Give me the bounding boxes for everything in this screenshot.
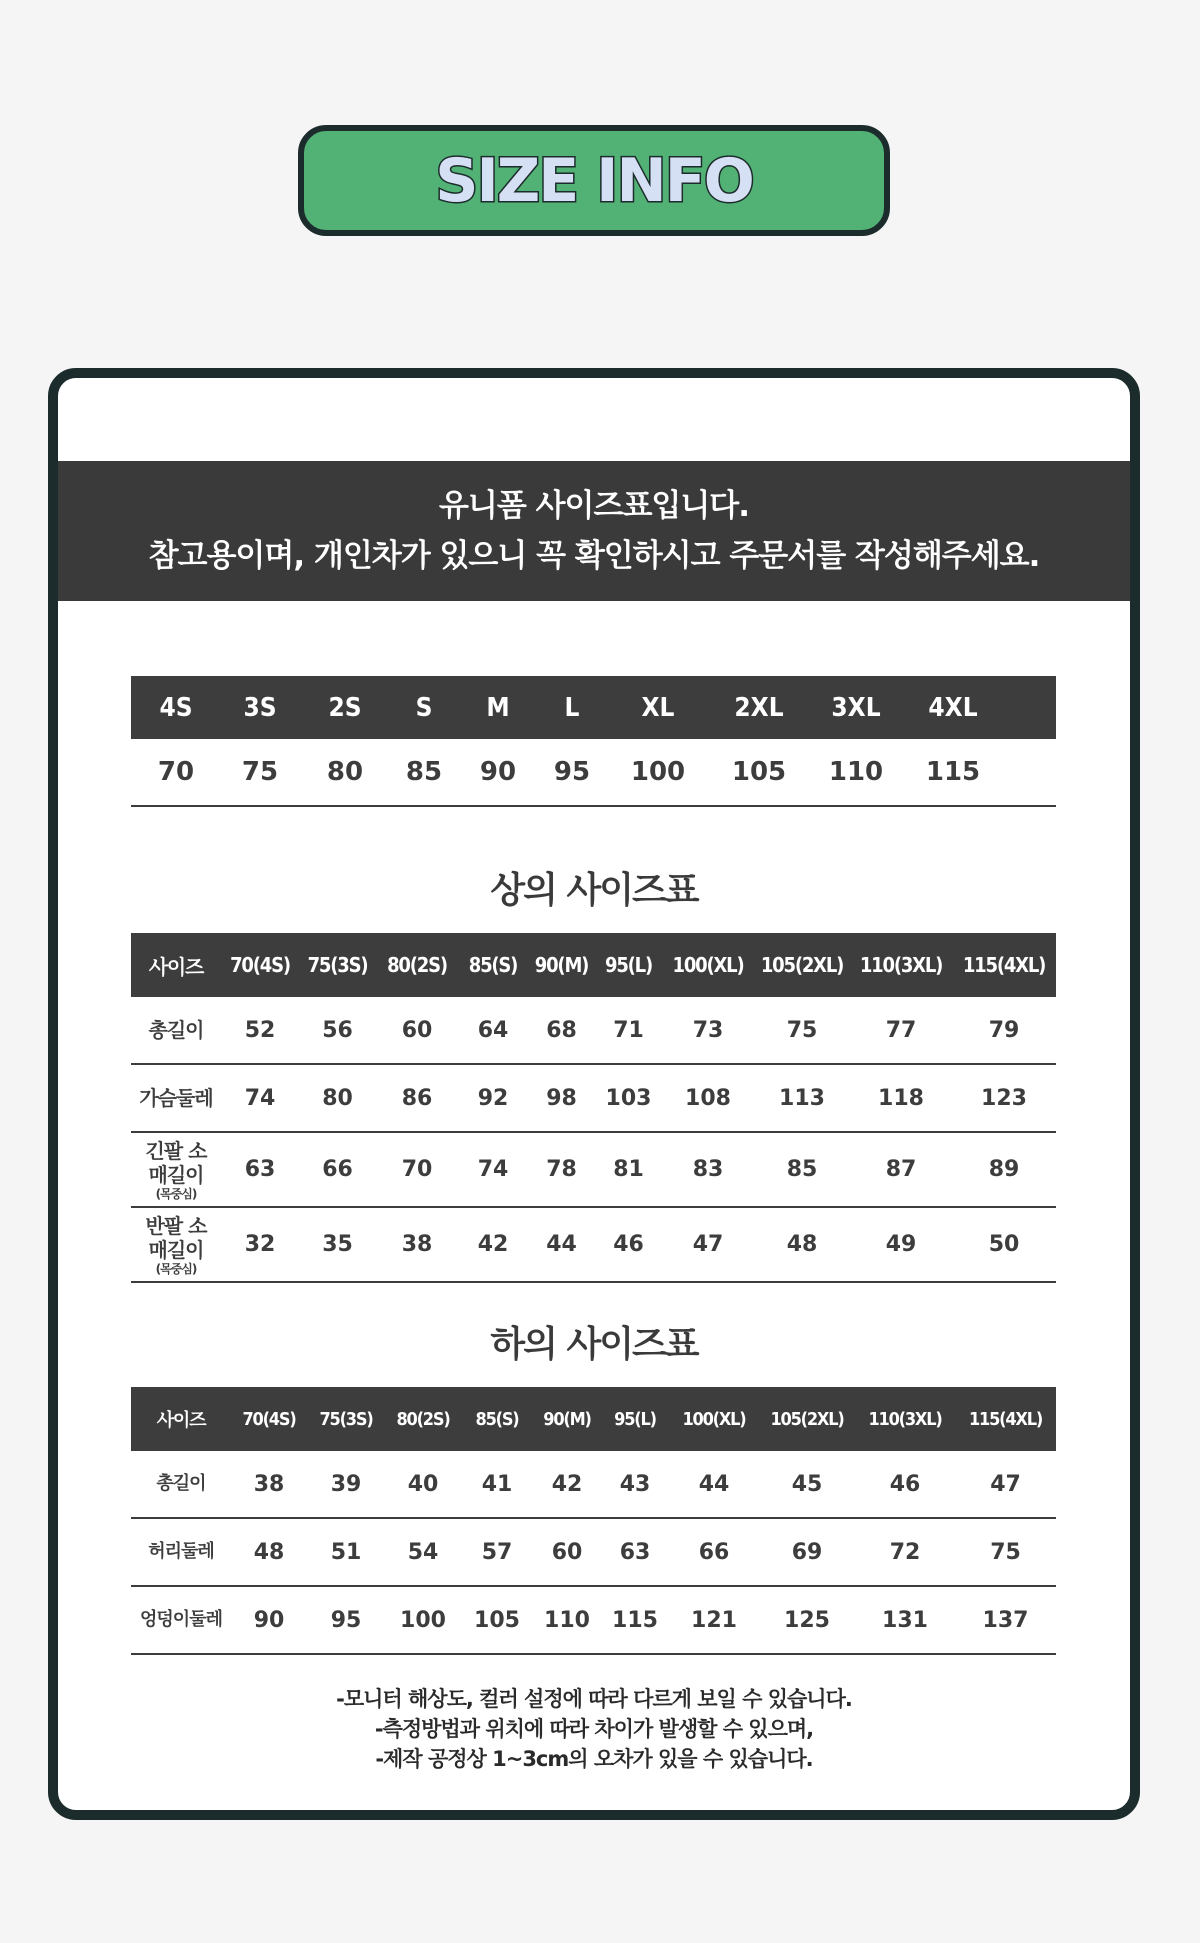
- size-number: 105: [711, 739, 807, 806]
- table-cell: 46: [855, 1451, 955, 1518]
- table-cell: 38: [231, 1451, 307, 1518]
- row-label-note: (목중심): [155, 1186, 197, 1201]
- size-number: 110: [807, 739, 905, 806]
- table-cell: 69: [759, 1518, 855, 1586]
- table-cell: 100: [385, 1586, 461, 1654]
- table-cell: 45: [759, 1451, 855, 1518]
- table-cell: 44: [669, 1451, 759, 1518]
- size-number: 70: [131, 739, 221, 806]
- table-cell: 95: [307, 1586, 385, 1654]
- table-cell: 121: [669, 1586, 759, 1654]
- table-cell: 131: [855, 1586, 955, 1654]
- notice-banner: [58, 461, 1130, 601]
- table-cell: 110: [533, 1586, 601, 1654]
- column-header: 95(L): [601, 1387, 669, 1451]
- column-header: 85(S): [458, 933, 528, 997]
- table-cell: 74: [221, 1064, 299, 1132]
- table-cell: 38: [376, 1207, 458, 1282]
- column-header: 115(4XL): [952, 933, 1056, 997]
- banner-line-2: 참고용이며, 개인차가 있으니 꼭 확인하시고 주문서를 작성해주세요.: [148, 538, 1040, 574]
- table-cell: 77: [850, 997, 952, 1064]
- table-cell: 115: [601, 1586, 669, 1654]
- column-header: 사이즈: [131, 1387, 231, 1451]
- size-code-row: [131, 676, 1056, 739]
- column-header: 70(4S): [231, 1387, 307, 1451]
- table-cell: 47: [662, 1207, 754, 1282]
- size-code: S: [391, 676, 457, 739]
- bottom-row-waist: [131, 1518, 1056, 1586]
- size-info-title: SIZE INFO: [435, 145, 753, 216]
- table-cell: 43: [601, 1451, 669, 1518]
- column-header: 80(2S): [385, 1387, 461, 1451]
- table-cell: 103: [595, 1064, 662, 1132]
- table-cell: 60: [376, 997, 458, 1064]
- column-header: 110(3XL): [855, 1387, 955, 1451]
- table-cell: 42: [458, 1207, 528, 1282]
- column-header: 75(3S): [307, 1387, 385, 1451]
- row-label: 가슴둘레: [131, 1064, 221, 1132]
- disclaimer-notes: [58, 1684, 1130, 1774]
- table-cell: 70: [376, 1132, 458, 1207]
- size-info-badge: [298, 125, 890, 236]
- table-cell: 40: [385, 1451, 461, 1518]
- table-cell: 64: [458, 997, 528, 1064]
- top-row-length: [131, 997, 1056, 1064]
- top-size-table: [131, 933, 1056, 1283]
- row-label-note: (목중심): [155, 1261, 197, 1276]
- row-label: 엉덩이둘레: [131, 1586, 231, 1654]
- size-code: XL: [605, 676, 711, 739]
- table-cell: 71: [595, 997, 662, 1064]
- table-cell: 79: [952, 997, 1056, 1064]
- top-row-short-sleeve: [131, 1207, 1056, 1282]
- top-row-chest: [131, 1064, 1056, 1132]
- table-cell: 66: [299, 1132, 376, 1207]
- row-label: 총길이: [131, 1451, 231, 1518]
- column-header: 100(XL): [662, 933, 754, 997]
- table-cell: 83: [662, 1132, 754, 1207]
- column-header: 80(2S): [376, 933, 458, 997]
- table-cell: 123: [952, 1064, 1056, 1132]
- table-cell: 46: [595, 1207, 662, 1282]
- column-header: 105(2XL): [754, 933, 850, 997]
- size-code: L: [539, 676, 605, 739]
- column-header: 75(3S): [299, 933, 376, 997]
- column-header: 85(S): [461, 1387, 533, 1451]
- table-cell: 54: [385, 1518, 461, 1586]
- table-cell: 56: [299, 997, 376, 1064]
- row-label: [131, 1207, 221, 1282]
- row-label: 총길이: [131, 997, 221, 1064]
- table-cell: 73: [662, 997, 754, 1064]
- table-cell: 72: [855, 1518, 955, 1586]
- note-line-1: -모니터 해상도, 컬러 설정에 따라 다르게 보일 수 있습니다.: [336, 1687, 852, 1711]
- table-cell: 44: [528, 1207, 595, 1282]
- size-code: 4XL: [905, 676, 1001, 739]
- size-number: 95: [539, 739, 605, 806]
- note-line-2: -측정방법과 위치에 따라 차이가 발생할 수 있으며,: [374, 1717, 814, 1741]
- table-cell: 32: [221, 1207, 299, 1282]
- table-cell: 48: [754, 1207, 850, 1282]
- column-header: 100(XL): [669, 1387, 759, 1451]
- size-number: 85: [391, 739, 457, 806]
- bottom-size-title: 하의 사이즈표: [490, 1324, 698, 1365]
- column-header: 사이즈: [131, 933, 221, 997]
- column-header: 90(M): [528, 933, 595, 997]
- table-cell: 90: [231, 1586, 307, 1654]
- table-cell: 105: [461, 1586, 533, 1654]
- row-label-text: 긴팔 소매길이: [145, 1138, 207, 1187]
- table-cell: 78: [528, 1132, 595, 1207]
- top-row-long-sleeve: [131, 1132, 1056, 1207]
- row-label: 허리둘레: [131, 1518, 231, 1586]
- table-cell: 118: [850, 1064, 952, 1132]
- size-number: 80: [299, 739, 391, 806]
- table-cell: 89: [952, 1132, 1056, 1207]
- table-cell: 48: [231, 1518, 307, 1586]
- table-cell: 125: [759, 1586, 855, 1654]
- table-cell: 113: [754, 1064, 850, 1132]
- table-cell: 66: [669, 1518, 759, 1586]
- column-header: 90(M): [533, 1387, 601, 1451]
- table-cell: 81: [595, 1132, 662, 1207]
- size-code: 3S: [221, 676, 299, 739]
- table-cell: 52: [221, 997, 299, 1064]
- table-cell: 60: [533, 1518, 601, 1586]
- row-label-text: 반팔 소매길이: [145, 1213, 207, 1262]
- table-cell: 42: [533, 1451, 601, 1518]
- row-label: [131, 1132, 221, 1207]
- table-cell: 50: [952, 1207, 1056, 1282]
- table-cell: 49: [850, 1207, 952, 1282]
- table-cell: 92: [458, 1064, 528, 1132]
- column-header: 95(L): [595, 933, 662, 997]
- table-cell: 74: [458, 1132, 528, 1207]
- table-cell: 51: [307, 1518, 385, 1586]
- size-number: 75: [221, 739, 299, 806]
- size-number-spacer: [1001, 739, 1056, 806]
- table-cell: 108: [662, 1064, 754, 1132]
- size-code: 2XL: [711, 676, 807, 739]
- top-size-title: 상의 사이즈표: [490, 870, 698, 911]
- table-cell: 75: [754, 997, 850, 1064]
- size-code: M: [457, 676, 539, 739]
- size-number-table: [131, 676, 1056, 807]
- note-line-3: -제작 공정상 1~3cm의 오차가 있을 수 있습니다.: [375, 1747, 813, 1771]
- table-cell: 137: [955, 1586, 1056, 1654]
- size-code-spacer: [1001, 676, 1056, 739]
- size-code: 3XL: [807, 676, 905, 739]
- bottom-header-row: [131, 1387, 1056, 1451]
- size-number-row: [131, 739, 1056, 806]
- bottom-row-length: [131, 1451, 1056, 1518]
- table-cell: 68: [528, 997, 595, 1064]
- table-cell: 39: [307, 1451, 385, 1518]
- column-header: 110(3XL): [850, 933, 952, 997]
- table-cell: 87: [850, 1132, 952, 1207]
- size-number: 90: [457, 739, 539, 806]
- table-cell: 98: [528, 1064, 595, 1132]
- table-cell: 35: [299, 1207, 376, 1282]
- size-code: 4S: [131, 676, 221, 739]
- table-cell: 80: [299, 1064, 376, 1132]
- bottom-row-hip: [131, 1586, 1056, 1654]
- table-cell: 75: [955, 1518, 1056, 1586]
- column-header: 70(4S): [221, 933, 299, 997]
- bottom-size-table: [131, 1387, 1056, 1655]
- size-code: 2S: [299, 676, 391, 739]
- table-cell: 63: [601, 1518, 669, 1586]
- table-cell: 41: [461, 1451, 533, 1518]
- top-header-row: [131, 933, 1056, 997]
- banner-line-1: 유니폼 사이즈표입니다.: [438, 488, 750, 524]
- table-cell: 47: [955, 1451, 1056, 1518]
- table-cell: 85: [754, 1132, 850, 1207]
- table-cell: 86: [376, 1064, 458, 1132]
- column-header: 115(4XL): [955, 1387, 1056, 1451]
- table-cell: 57: [461, 1518, 533, 1586]
- size-number: 100: [605, 739, 711, 806]
- size-chart-card: [48, 368, 1140, 1820]
- table-cell: 63: [221, 1132, 299, 1207]
- column-header: 105(2XL): [759, 1387, 855, 1451]
- size-number: 115: [905, 739, 1001, 806]
